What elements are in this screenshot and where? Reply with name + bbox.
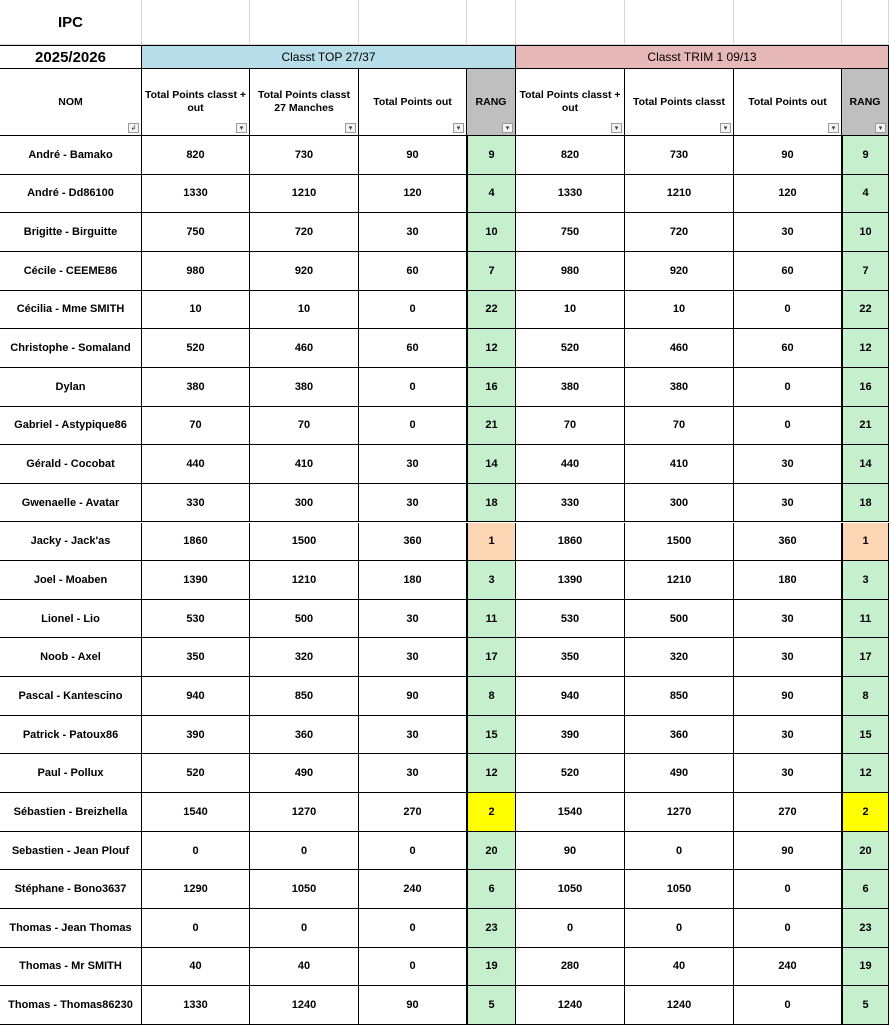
total-classt-out-trim[interactable]: 820 — [516, 136, 625, 175]
total-classt-27-top[interactable]: 1210 — [250, 561, 359, 600]
total-classt-27-top[interactable]: 70 — [250, 407, 359, 446]
header-total-classt-out-trim[interactable] — [516, 69, 625, 136]
total-classt-out-top[interactable]: 1860 — [142, 523, 250, 562]
player-name[interactable]: Thomas - Jean Thomas — [0, 909, 142, 948]
rang-trim[interactable]: 4 — [842, 175, 889, 214]
total-out-top[interactable]: 0 — [359, 368, 467, 407]
sheet-title[interactable]: IPC — [0, 0, 142, 45]
empty-cell[interactable] — [734, 0, 842, 45]
total-classt-trim[interactable]: 730 — [625, 136, 734, 175]
rang-trim[interactable]: 6 — [842, 870, 889, 909]
rang-top[interactable]: 22 — [467, 291, 516, 330]
rang-trim[interactable]: 18 — [842, 484, 889, 523]
total-out-trim[interactable]: 0 — [734, 291, 842, 330]
total-classt-out-top[interactable]: 940 — [142, 677, 250, 716]
header-label: RANG — [475, 95, 507, 108]
rang-trim[interactable]: 11 — [842, 600, 889, 639]
empty-cell[interactable] — [142, 0, 250, 45]
total-classt-out-trim[interactable]: 440 — [516, 445, 625, 484]
total-out-top[interactable]: 240 — [359, 870, 467, 909]
total-classt-27-top[interactable]: 360 — [250, 716, 359, 755]
total-classt-trim[interactable]: 410 — [625, 445, 734, 484]
rang-top[interactable]: 14 — [467, 445, 516, 484]
rang-trim[interactable]: 23 — [842, 909, 889, 948]
total-classt-out-top[interactable]: 750 — [142, 213, 250, 252]
rang-top[interactable]: 6 — [467, 870, 516, 909]
total-classt-27-top[interactable]: 1270 — [250, 793, 359, 832]
rang-top[interactable]: 15 — [467, 716, 516, 755]
player-name[interactable]: André - Bamako — [0, 136, 142, 175]
total-classt-27-top[interactable]: 380 — [250, 368, 359, 407]
rang-trim[interactable]: 3 — [842, 561, 889, 600]
total-out-top[interactable]: 0 — [359, 407, 467, 446]
total-classt-out-top[interactable]: 0 — [142, 832, 250, 871]
total-out-trim[interactable]: 60 — [734, 329, 842, 368]
rang-trim[interactable]: 15 — [842, 716, 889, 755]
player-name[interactable]: Joel - Moaben — [0, 561, 142, 600]
rang-trim[interactable]: 14 — [842, 445, 889, 484]
rang-top[interactable]: 9 — [467, 136, 516, 175]
total-classt-out-top[interactable]: 1330 — [142, 986, 250, 1025]
total-classt-out-trim[interactable]: 980 — [516, 252, 625, 291]
total-classt-27-top[interactable]: 920 — [250, 252, 359, 291]
total-classt-trim[interactable]: 40 — [625, 948, 734, 987]
empty-cell[interactable] — [516, 0, 625, 45]
total-classt-27-top[interactable]: 40 — [250, 948, 359, 987]
rang-trim[interactable]: 22 — [842, 291, 889, 330]
total-out-trim[interactable]: 30 — [734, 600, 842, 639]
rang-top[interactable]: 20 — [467, 832, 516, 871]
total-out-top[interactable]: 360 — [359, 523, 467, 562]
total-classt-out-top[interactable]: 390 — [142, 716, 250, 755]
total-out-trim[interactable]: 30 — [734, 638, 842, 677]
total-classt-out-top[interactable]: 1390 — [142, 561, 250, 600]
header-nom[interactable] — [0, 69, 142, 136]
player-name[interactable]: Gabriel - Astypique86 — [0, 407, 142, 446]
player-name[interactable]: Paul - Pollux — [0, 754, 142, 793]
header-label: Total Points classt — [633, 95, 725, 108]
total-classt-trim[interactable]: 10 — [625, 291, 734, 330]
total-out-trim[interactable]: 30 — [734, 445, 842, 484]
header-rang-top[interactable] — [467, 69, 516, 136]
rang-top[interactable]: 1 — [467, 523, 516, 562]
dropdown-arrow-icon[interactable]: ▾ — [502, 123, 513, 133]
total-out-trim[interactable]: 0 — [734, 407, 842, 446]
player-name[interactable]: Noob - Axel — [0, 638, 142, 677]
total-out-trim[interactable]: 0 — [734, 368, 842, 407]
dropdown-arrow-icon[interactable]: ▾ — [236, 123, 247, 133]
empty-cell[interactable] — [359, 0, 467, 45]
total-out-top[interactable]: 30 — [359, 754, 467, 793]
total-out-trim[interactable]: 30 — [734, 484, 842, 523]
total-classt-trim[interactable]: 1270 — [625, 793, 734, 832]
total-out-top[interactable]: 180 — [359, 561, 467, 600]
total-classt-trim[interactable]: 320 — [625, 638, 734, 677]
total-classt-out-top[interactable]: 1290 — [142, 870, 250, 909]
total-classt-27-top[interactable]: 1500 — [250, 523, 359, 562]
total-classt-out-top[interactable]: 520 — [142, 329, 250, 368]
total-out-trim[interactable]: 60 — [734, 252, 842, 291]
rang-trim[interactable]: 2 — [842, 793, 889, 832]
total-classt-out-top[interactable]: 70 — [142, 407, 250, 446]
rang-top[interactable]: 5 — [467, 986, 516, 1025]
rang-trim[interactable]: 16 — [842, 368, 889, 407]
total-out-top[interactable]: 60 — [359, 252, 467, 291]
total-classt-27-top[interactable]: 1210 — [250, 175, 359, 214]
total-classt-out-trim[interactable]: 380 — [516, 368, 625, 407]
total-classt-out-top[interactable]: 980 — [142, 252, 250, 291]
total-classt-out-trim[interactable]: 330 — [516, 484, 625, 523]
total-classt-27-top[interactable]: 730 — [250, 136, 359, 175]
dropdown-arrow-icon[interactable]: ▾ — [720, 123, 731, 133]
rang-top[interactable]: 10 — [467, 213, 516, 252]
total-out-top[interactable]: 0 — [359, 832, 467, 871]
total-classt-out-top[interactable]: 1330 — [142, 175, 250, 214]
total-classt-out-trim[interactable]: 90 — [516, 832, 625, 871]
header-total-out-top[interactable] — [359, 69, 467, 136]
rang-trim[interactable]: 17 — [842, 638, 889, 677]
total-out-top[interactable]: 30 — [359, 445, 467, 484]
total-out-top[interactable]: 270 — [359, 793, 467, 832]
total-classt-out-trim[interactable]: 10 — [516, 291, 625, 330]
player-name[interactable]: Brigitte - Birguitte — [0, 213, 142, 252]
total-classt-trim[interactable]: 720 — [625, 213, 734, 252]
total-classt-out-trim[interactable]: 1390 — [516, 561, 625, 600]
total-classt-out-top[interactable]: 330 — [142, 484, 250, 523]
total-classt-out-trim[interactable]: 0 — [516, 909, 625, 948]
header-label: Total Points classt + out — [519, 89, 621, 114]
total-classt-trim[interactable]: 850 — [625, 677, 734, 716]
player-name[interactable]: Jacky - Jack'as — [0, 523, 142, 562]
total-classt-out-trim[interactable]: 520 — [516, 754, 625, 793]
total-classt-27-top[interactable]: 500 — [250, 600, 359, 639]
group-header-top[interactable]: Classt TOP 27/37 — [142, 45, 516, 69]
total-out-top[interactable]: 0 — [359, 291, 467, 330]
total-classt-27-top[interactable]: 410 — [250, 445, 359, 484]
total-classt-out-trim[interactable]: 350 — [516, 638, 625, 677]
total-out-top[interactable]: 90 — [359, 677, 467, 716]
header-label: Total Points classt + out — [144, 89, 247, 114]
rang-trim[interactable]: 21 — [842, 407, 889, 446]
total-classt-trim[interactable]: 460 — [625, 329, 734, 368]
total-out-top[interactable]: 30 — [359, 600, 467, 639]
total-out-top[interactable]: 90 — [359, 136, 467, 175]
header-total-classt-27-top[interactable] — [250, 69, 359, 136]
header-label: RANG — [849, 95, 881, 108]
rang-top[interactable]: 4 — [467, 175, 516, 214]
total-classt-27-top[interactable]: 320 — [250, 638, 359, 677]
player-name[interactable]: Cécilia - Mme SMITH — [0, 291, 142, 330]
rang-trim[interactable]: 12 — [842, 754, 889, 793]
player-name[interactable]: Cécile - CEEME86 — [0, 252, 142, 291]
total-out-trim[interactable]: 240 — [734, 948, 842, 987]
total-classt-trim[interactable]: 0 — [625, 909, 734, 948]
rang-top[interactable]: 16 — [467, 368, 516, 407]
dropdown-arrow-icon[interactable]: ▾ — [875, 123, 886, 133]
rang-trim[interactable]: 1 — [842, 523, 889, 562]
total-classt-27-top[interactable]: 1050 — [250, 870, 359, 909]
total-classt-out-trim[interactable]: 390 — [516, 716, 625, 755]
player-name[interactable]: André - Dd86100 — [0, 175, 142, 214]
total-out-top[interactable]: 30 — [359, 638, 467, 677]
total-out-top[interactable]: 60 — [359, 329, 467, 368]
rang-top[interactable]: 19 — [467, 948, 516, 987]
rang-top[interactable]: 12 — [467, 329, 516, 368]
player-name[interactable]: Gérald - Cocobat — [0, 445, 142, 484]
total-classt-trim[interactable]: 1050 — [625, 870, 734, 909]
rang-top[interactable]: 3 — [467, 561, 516, 600]
player-name[interactable]: Sebastien - Jean Plouf — [0, 832, 142, 871]
header-rang-trim[interactable] — [842, 69, 889, 136]
total-classt-out-top[interactable]: 380 — [142, 368, 250, 407]
dropdown-arrow-icon[interactable]: ▾ — [611, 123, 622, 133]
total-classt-trim[interactable]: 920 — [625, 252, 734, 291]
player-name[interactable]: Thomas - Mr SMITH — [0, 948, 142, 987]
total-classt-out-top[interactable]: 520 — [142, 754, 250, 793]
header-label: Total Points out — [748, 95, 827, 108]
rang-trim[interactable]: 20 — [842, 832, 889, 871]
total-classt-out-trim[interactable]: 750 — [516, 213, 625, 252]
total-classt-trim[interactable]: 500 — [625, 600, 734, 639]
total-out-trim[interactable]: 30 — [734, 213, 842, 252]
total-classt-out-trim[interactable]: 280 — [516, 948, 625, 987]
total-classt-trim[interactable]: 1240 — [625, 986, 734, 1025]
rang-trim[interactable]: 9 — [842, 136, 889, 175]
total-out-top[interactable]: 0 — [359, 909, 467, 948]
player-name[interactable]: Pascal - Kantescino — [0, 677, 142, 716]
player-name[interactable]: Patrick - Patoux86 — [0, 716, 142, 755]
dropdown-arrow-icon[interactable]: ▾ — [828, 123, 839, 133]
total-classt-trim[interactable]: 300 — [625, 484, 734, 523]
player-name[interactable]: Sébastien - Breizhella — [0, 793, 142, 832]
total-out-trim[interactable]: 360 — [734, 523, 842, 562]
rang-top[interactable]: 23 — [467, 909, 516, 948]
total-out-trim[interactable]: 30 — [734, 754, 842, 793]
rang-trim[interactable]: 8 — [842, 677, 889, 716]
total-classt-trim[interactable]: 0 — [625, 832, 734, 871]
total-classt-27-top[interactable]: 0 — [250, 832, 359, 871]
total-out-trim[interactable]: 120 — [734, 175, 842, 214]
header-label: Total Points classt 27 Manches — [258, 89, 350, 114]
total-classt-27-top[interactable]: 850 — [250, 677, 359, 716]
total-classt-out-trim[interactable]: 1860 — [516, 523, 625, 562]
rang-top[interactable]: 12 — [467, 754, 516, 793]
total-out-trim[interactable]: 0 — [734, 870, 842, 909]
total-out-trim[interactable]: 180 — [734, 561, 842, 600]
player-name[interactable]: Dylan — [0, 368, 142, 407]
total-out-trim[interactable]: 90 — [734, 136, 842, 175]
total-out-trim[interactable]: 90 — [734, 832, 842, 871]
total-classt-27-top[interactable]: 460 — [250, 329, 359, 368]
header-total-classt-trim[interactable] — [625, 69, 734, 136]
dropdown-arrow-icon[interactable]: ▾ — [345, 123, 356, 133]
total-out-trim[interactable]: 0 — [734, 986, 842, 1025]
total-classt-27-top[interactable]: 0 — [250, 909, 359, 948]
total-classt-out-top[interactable]: 10 — [142, 291, 250, 330]
total-classt-trim[interactable]: 1210 — [625, 561, 734, 600]
player-name[interactable]: Lionel - Lio — [0, 600, 142, 639]
header-label: NOM — [58, 95, 83, 108]
total-out-top[interactable]: 0 — [359, 948, 467, 987]
total-out-top[interactable]: 30 — [359, 213, 467, 252]
rang-trim[interactable]: 5 — [842, 986, 889, 1025]
player-name[interactable]: Christophe - Somaland — [0, 329, 142, 368]
rang-trim[interactable]: 19 — [842, 948, 889, 987]
empty-cell[interactable] — [467, 0, 516, 45]
total-classt-out-top[interactable]: 0 — [142, 909, 250, 948]
empty-cell[interactable] — [625, 0, 734, 45]
rang-trim[interactable]: 10 — [842, 213, 889, 252]
rang-top[interactable]: 21 — [467, 407, 516, 446]
total-classt-out-top[interactable]: 820 — [142, 136, 250, 175]
total-classt-trim[interactable]: 380 — [625, 368, 734, 407]
total-out-trim[interactable]: 0 — [734, 909, 842, 948]
total-classt-trim[interactable]: 360 — [625, 716, 734, 755]
rang-top[interactable]: 17 — [467, 638, 516, 677]
total-classt-trim[interactable]: 1210 — [625, 175, 734, 214]
total-classt-27-top[interactable]: 490 — [250, 754, 359, 793]
total-classt-out-trim[interactable]: 1330 — [516, 175, 625, 214]
total-classt-out-trim[interactable]: 940 — [516, 677, 625, 716]
rang-trim[interactable]: 12 — [842, 329, 889, 368]
total-classt-out-top[interactable]: 530 — [142, 600, 250, 639]
rang-trim[interactable]: 7 — [842, 252, 889, 291]
total-classt-27-top[interactable]: 720 — [250, 213, 359, 252]
total-classt-27-top[interactable]: 10 — [250, 291, 359, 330]
total-classt-out-trim[interactable]: 1240 — [516, 986, 625, 1025]
total-classt-out-top[interactable]: 440 — [142, 445, 250, 484]
rang-top[interactable]: 2 — [467, 793, 516, 832]
total-classt-trim[interactable]: 70 — [625, 407, 734, 446]
header-label: Total Points out — [373, 95, 452, 108]
season-label[interactable]: 2025/2026 — [0, 45, 142, 69]
total-classt-27-top[interactable]: 300 — [250, 484, 359, 523]
total-out-top[interactable]: 90 — [359, 986, 467, 1025]
total-classt-out-trim[interactable]: 70 — [516, 407, 625, 446]
total-classt-out-trim[interactable]: 520 — [516, 329, 625, 368]
group-header-trim[interactable]: Classt TRIM 1 09/13 — [516, 45, 889, 69]
dropdown-arrow-icon[interactable]: ▾ — [453, 123, 464, 133]
total-classt-out-trim[interactable]: 1050 — [516, 870, 625, 909]
empty-cell[interactable] — [842, 0, 889, 45]
header-total-out-trim[interactable] — [734, 69, 842, 136]
total-out-trim[interactable]: 270 — [734, 793, 842, 832]
player-name[interactable]: Gwenaelle - Avatar — [0, 484, 142, 523]
total-classt-out-top[interactable]: 40 — [142, 948, 250, 987]
empty-cell[interactable] — [250, 0, 359, 45]
total-classt-trim[interactable]: 490 — [625, 754, 734, 793]
total-classt-trim[interactable]: 1500 — [625, 523, 734, 562]
total-out-top[interactable]: 120 — [359, 175, 467, 214]
total-out-top[interactable]: 30 — [359, 484, 467, 523]
filter-active-icon[interactable]: ↲ — [128, 123, 139, 133]
total-out-trim[interactable]: 90 — [734, 677, 842, 716]
rang-top[interactable]: 7 — [467, 252, 516, 291]
total-classt-out-trim[interactable]: 1540 — [516, 793, 625, 832]
total-classt-out-top[interactable]: 1540 — [142, 793, 250, 832]
rang-top[interactable]: 8 — [467, 677, 516, 716]
header-total-classt-out-top[interactable] — [142, 69, 250, 136]
player-name[interactable]: Stéphane - Bono3637 — [0, 870, 142, 909]
rang-top[interactable]: 18 — [467, 484, 516, 523]
total-classt-27-top[interactable]: 1240 — [250, 986, 359, 1025]
total-out-trim[interactable]: 30 — [734, 716, 842, 755]
total-out-top[interactable]: 30 — [359, 716, 467, 755]
total-classt-out-trim[interactable]: 530 — [516, 600, 625, 639]
player-name[interactable]: Thomas - Thomas86230 — [0, 986, 142, 1025]
total-classt-out-top[interactable]: 350 — [142, 638, 250, 677]
rang-top[interactable]: 11 — [467, 600, 516, 639]
